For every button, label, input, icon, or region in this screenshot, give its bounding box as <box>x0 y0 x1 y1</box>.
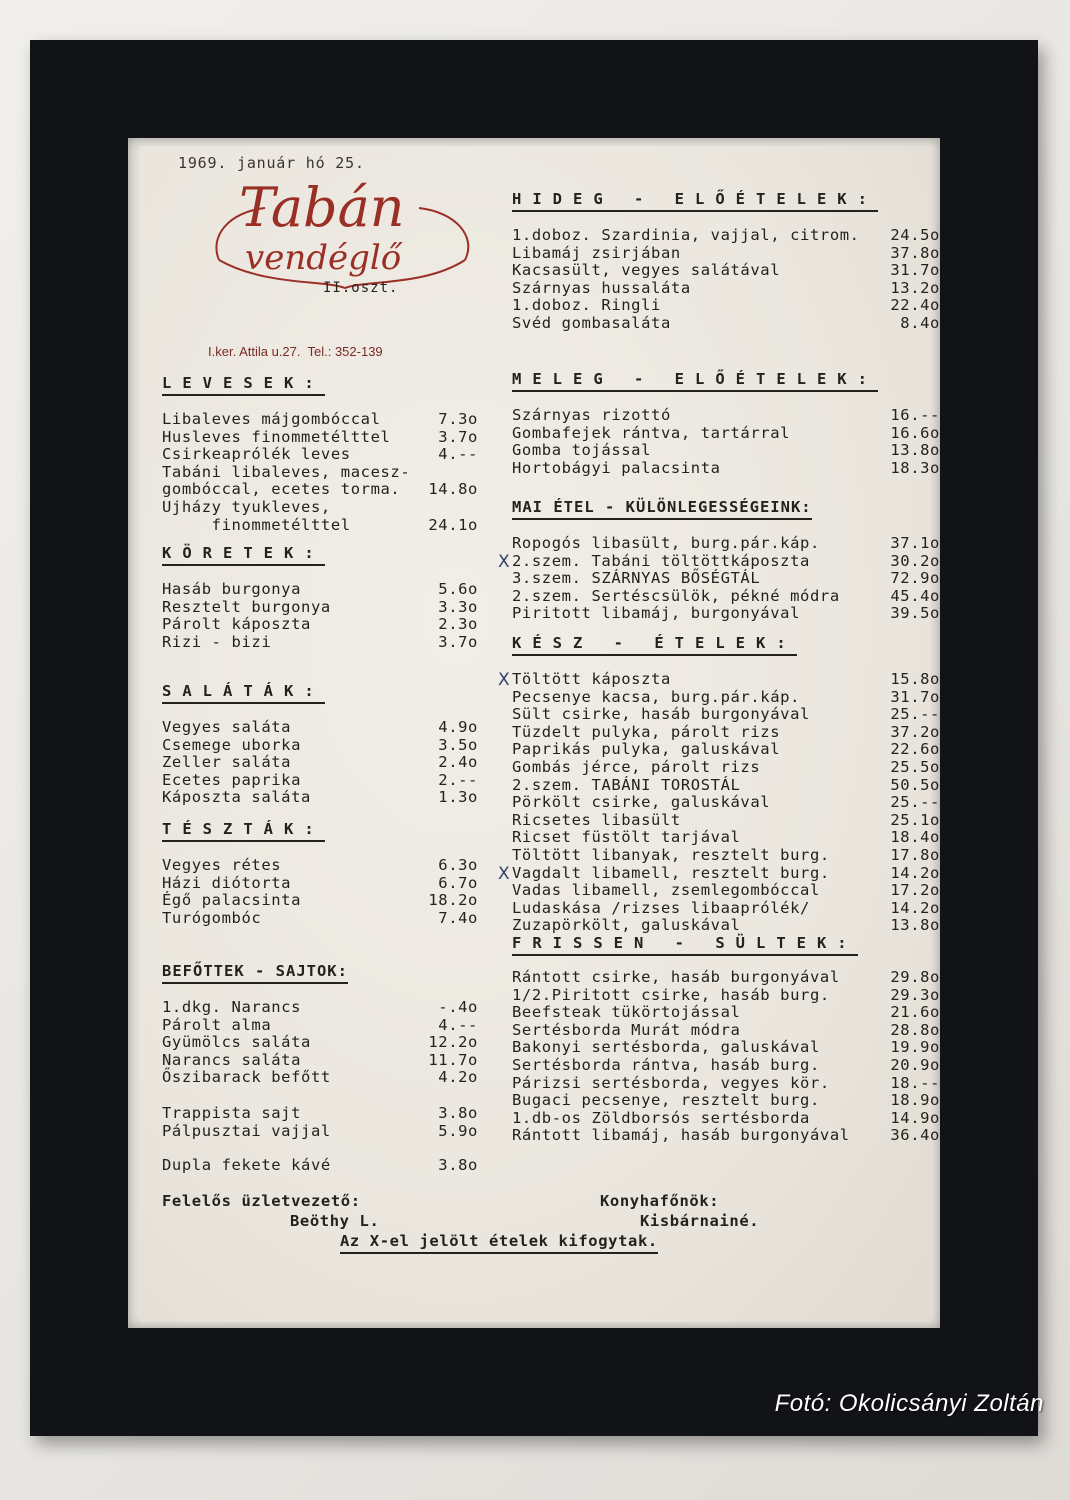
photo-credit: Fotó: Okolicsányi Zoltán <box>774 1390 1044 1417</box>
menu-item-price: 45.4o <box>890 586 940 605</box>
section-heading: MELEG - ELŐÉTELEK: <box>512 372 878 392</box>
menu-item-name: finommetélttel <box>162 515 351 534</box>
menu-item-price: 50.5o <box>890 775 940 794</box>
menu-item-price: 4.-- <box>438 1015 478 1034</box>
manager-name: Beöthy L. <box>290 1212 380 1230</box>
menu-date: 1969. január hó 25. <box>178 154 365 172</box>
menu-item-name: Bakonyi sertésborda, galuskával <box>512 1038 820 1057</box>
menu-item-name: 1/2.Piritott csirke, hasáb burg. <box>512 985 830 1004</box>
restaurant-address: I.ker. Attila u.27. Tel.: 352-139 <box>208 344 383 359</box>
menu-item-price: 17.8o <box>890 846 940 864</box>
menu-item-name: Gyümölcs saláta <box>162 1033 311 1052</box>
menu-item-price: 14.2o <box>890 898 940 917</box>
menu-item-name: 1.dkg. Narancs <box>162 998 302 1016</box>
menu-item-name: Libamáj zsirjában <box>512 243 681 262</box>
menu-item-price: 28.8o <box>890 1020 940 1039</box>
menu-item-name: Töltött káposzta <box>512 670 671 688</box>
menu-item-price: 1.3o <box>438 788 478 807</box>
frame-mat <box>128 138 940 1328</box>
menu-item-name: Tabáni libaleves, macesz- <box>162 462 411 481</box>
menu-item-name: Kacsasült, vegyes salátával <box>512 261 781 280</box>
menu-item-price: 39.5o <box>890 604 940 623</box>
menu-item-name: Rántott libamáj, hasáb burgonyával <box>512 1126 850 1145</box>
chef-name: Kisbárnainé. <box>640 1212 760 1230</box>
menu-item-price: 24.1o <box>428 515 478 534</box>
menu-item-name: Ludaskása /rizses libaaprólék/ <box>512 898 810 917</box>
menu-item-price: 6.3o <box>438 856 478 874</box>
menu-item-price: 3.8o <box>438 1104 478 1122</box>
menu-item-price: 7.3o <box>438 410 478 428</box>
logo-class: II.oszt. <box>323 280 399 296</box>
menu-item-price: 2.4o <box>438 753 478 772</box>
section-heading: SALÁTÁK: <box>162 684 325 704</box>
section-heading: FRISSEN - SÜLTEK: <box>512 936 858 956</box>
menu-item-name: Párolt alma <box>162 1015 272 1034</box>
menu-item-price: 37.2o <box>890 722 940 741</box>
menu-item-name: Ujházy tyukleves, <box>162 498 331 516</box>
menu-item-price: 25.5o <box>890 758 940 776</box>
menu-item-name: Sült csirke, hasáb burgonyával <box>512 705 810 724</box>
sold-out-mark: X <box>498 551 510 572</box>
menu-item-name: Szárnyas rizottó <box>512 406 671 424</box>
menu-item-price: 24.5o <box>890 226 940 244</box>
menu-item-price: 22.4o <box>890 296 940 315</box>
menu-paper <box>140 146 940 1322</box>
menu-item-name: Csemege uborka <box>162 735 302 754</box>
menu-item-price: 72.9o <box>890 569 940 588</box>
logo-name: Tabán <box>239 176 405 239</box>
menu-item-price: 22.6o <box>890 740 940 759</box>
menu-item-price: 14.9o <box>890 1108 940 1127</box>
menu-item-name: Csirkeaprólék leves <box>162 445 351 464</box>
sold-out-mark: X <box>498 670 510 690</box>
menu-item-price: 7.4o <box>438 908 478 927</box>
menu-item-name: Égő palacsinta <box>162 891 302 910</box>
menu-item-name: 1.doboz. Szardinia, vajjal, citrom. <box>512 226 860 244</box>
menu-item-name: Zeller saláta <box>162 753 292 772</box>
menu-item-name: Ricsetes libasült <box>512 810 681 829</box>
menu-item-price: 25.-- <box>890 793 940 812</box>
menu-item-price: 13.2o <box>890 278 940 297</box>
menu-item-price: 31.7o <box>890 687 940 706</box>
menu-item-price: 36.4o <box>890 1126 940 1145</box>
menu-item-price: 2.-- <box>438 770 478 789</box>
menu-item-price: 6.7o <box>438 873 478 892</box>
menu-item-name: Turógombóc <box>162 908 262 927</box>
menu-item-price: 18.3o <box>890 458 940 477</box>
menu-item-name: Vegyes saláta <box>162 718 292 736</box>
menu-item-price: 14.8o <box>428 480 478 499</box>
menu-item-name: Őszibarack befőtt <box>162 1068 331 1087</box>
section-heading: MAI ÉTEL - KÜLÖNLEGESSÉGEINK: <box>512 500 812 520</box>
menu-item-price: 8.4o <box>900 314 940 332</box>
menu-item-name: gombóccal, ecetes torma. <box>162 480 401 499</box>
menu-item-price: 29.3o <box>890 985 940 1004</box>
logo-subtitle: vendéglő <box>245 238 402 278</box>
menu-item-price: 4.9o <box>438 718 478 736</box>
menu-item-name: 1.doboz. Ringli <box>512 296 661 315</box>
menu-item-price: 3.7o <box>438 427 478 446</box>
menu-item-price: 29.8o <box>890 968 940 986</box>
menu-item-price: 30.2o <box>890 551 940 570</box>
menu-item-name: Libaleves májgombóccal <box>162 410 381 428</box>
menu-item-name: Házi diótorta <box>162 873 292 892</box>
menu-item-price: 14.2o <box>890 863 940 882</box>
sold-out-mark: X <box>498 863 510 884</box>
menu-item-name: Rántott csirke, hasáb burgonyával <box>512 968 840 986</box>
section-heading: TÉSZTÁK: <box>162 822 325 842</box>
menu-item-name: Vagdalt libamell, resztelt burg. <box>512 863 830 882</box>
menu-item-name: 3.szem. SZÁRNYAS BŐSÉGTÁL <box>512 569 761 588</box>
menu-item-price: 37.8o <box>890 243 940 262</box>
menu-item-name: 2.szem. TABÁNI TOROSTÁL <box>512 775 741 794</box>
menu-item-name: Pörkölt csirke, galuskával <box>512 793 771 812</box>
menu-item-price: 18.4o <box>890 828 940 847</box>
menu-item-name: Trappista sajt <box>162 1104 302 1122</box>
menu-item-price: 15.8o <box>890 670 940 688</box>
menu-item-price: 20.9o <box>890 1056 940 1074</box>
menu-item-name: Vadas libamell, zsemlegombóccal <box>512 881 820 900</box>
menu-item-price: 2.3o <box>438 615 478 634</box>
menu-item-name: Narancs saláta <box>162 1050 302 1069</box>
menu-item-name: Hortobágyi palacsinta <box>512 458 721 477</box>
menu-item-price: 21.6o <box>890 1003 940 1022</box>
menu-item-name: 1.db-os Zöldborsós sertésborda <box>512 1108 810 1127</box>
menu-item-name: Szárnyas hussaláta <box>512 278 691 297</box>
menu-item-price: 25.1o <box>890 810 940 829</box>
menu-item-price: 19.9o <box>890 1038 940 1057</box>
menu-item-price: 4.-- <box>438 445 478 464</box>
menu-item-name: Párolt káposzta <box>162 615 311 634</box>
menu-item-name: Ecetes paprika <box>162 770 302 789</box>
menu-item-price: 25.-- <box>890 705 940 724</box>
menu-item-name: Paprikás pulyka, galuskával <box>512 740 781 759</box>
menu-item-price: 16.6o <box>890 423 940 442</box>
manager-label: Felelős üzletvezető: <box>162 1192 361 1210</box>
menu-item-name: Hasáb burgonya <box>162 580 302 598</box>
menu-item-price: 4.2o <box>438 1068 478 1087</box>
menu-item-price: 3.8o <box>438 1156 478 1174</box>
menu-item-price: 17.2o <box>890 881 940 900</box>
menu-item-price: 31.7o <box>890 261 940 280</box>
menu-item-price: 5.6o <box>438 580 478 598</box>
menu-item-price: 3.3o <box>438 597 478 616</box>
picture-frame <box>30 40 1038 1436</box>
menu-item-name: Gombafejek rántva, tartárral <box>512 423 791 442</box>
section-heading: HIDEG - ELŐÉTELEK: <box>512 192 878 212</box>
menu-item-price: 11.7o <box>428 1050 478 1069</box>
menu-item-name: Dupla fekete kávé <box>162 1156 331 1174</box>
menu-item-price: 12.2o <box>428 1033 478 1052</box>
section-heading: KÖRETEK: <box>162 546 325 566</box>
menu-item-price: 13.8o <box>890 916 940 935</box>
menu-item-price: 3.5o <box>438 735 478 754</box>
menu-item-price: 18.-- <box>890 1073 940 1092</box>
menu-item-price: 5.9o <box>438 1121 478 1140</box>
menu-item-price: 18.2o <box>428 891 478 910</box>
menu-item-price: 13.8o <box>890 441 940 460</box>
menu-item-name: Svéd gombasaláta <box>512 314 671 332</box>
menu-item-name: Husleves finommetélttel <box>162 427 391 446</box>
restaurant-logo <box>205 168 480 318</box>
menu-item-name: Gombás jérce, párolt rizs <box>512 758 761 776</box>
menu-item-name: Beefsteak tükörtojással <box>512 1003 741 1022</box>
menu-item-name: Töltött libanyak, resztelt burg. <box>512 846 830 864</box>
section-heading: BEFŐTTEK - SAJTOK: <box>162 964 348 984</box>
menu-item-name: Pecsenye kacsa, burg.pár.káp. <box>512 687 801 706</box>
section-heading: KÉSZ - ÉTELEK: <box>512 636 797 656</box>
menu-item-name: Piritott libamáj, burgonyával <box>512 604 801 623</box>
menu-item-name: Rizi - bizi <box>162 632 272 651</box>
menu-item-name: Káposzta saláta <box>162 788 311 807</box>
chef-label: Konyhafőnök: <box>600 1192 720 1210</box>
menu-item-name: Vegyes rétes <box>162 856 282 874</box>
menu-item-price: 3.7o <box>438 632 478 651</box>
menu-item-name: 2.szem. Tabáni töltöttkáposzta <box>512 551 810 570</box>
menu-item-price: 16.-- <box>890 406 940 424</box>
sold-out-note: Az X-el jelölt ételek kifogytak. <box>340 1234 658 1254</box>
menu-item-price: -.4o <box>438 998 478 1016</box>
menu-item-name: Zuzapörkölt, galuskával <box>512 916 741 935</box>
menu-item-price: 37.1o <box>890 534 940 552</box>
menu-item-name: Tüzdelt pulyka, párolt rizs <box>512 722 781 741</box>
menu-item-name: Sertésborda Murát módra <box>512 1020 741 1039</box>
menu-item-name: Gomba tojással <box>512 441 652 460</box>
menu-item-name: Párizsi sertésborda, vegyes kör. <box>512 1073 830 1092</box>
menu-item-name: Ropogós libasült, burg.pár.káp. <box>512 534 820 552</box>
menu-item-name: Sertésborda rántva, hasáb burg. <box>512 1056 820 1074</box>
menu-item-price: 18.9o <box>890 1091 940 1110</box>
menu-item-name: Ricset füstölt tarjával <box>512 828 741 847</box>
menu-item-name: Bugaci pecsenye, resztelt burg. <box>512 1091 820 1110</box>
menu-item-name: 2.szem. Sertéscsülök, pékné módra <box>512 586 840 605</box>
menu-item-name: Resztelt burgonya <box>162 597 331 616</box>
section-heading: LEVESEK: <box>162 376 325 396</box>
menu-item-name: Pálpusztai vajjal <box>162 1121 331 1140</box>
